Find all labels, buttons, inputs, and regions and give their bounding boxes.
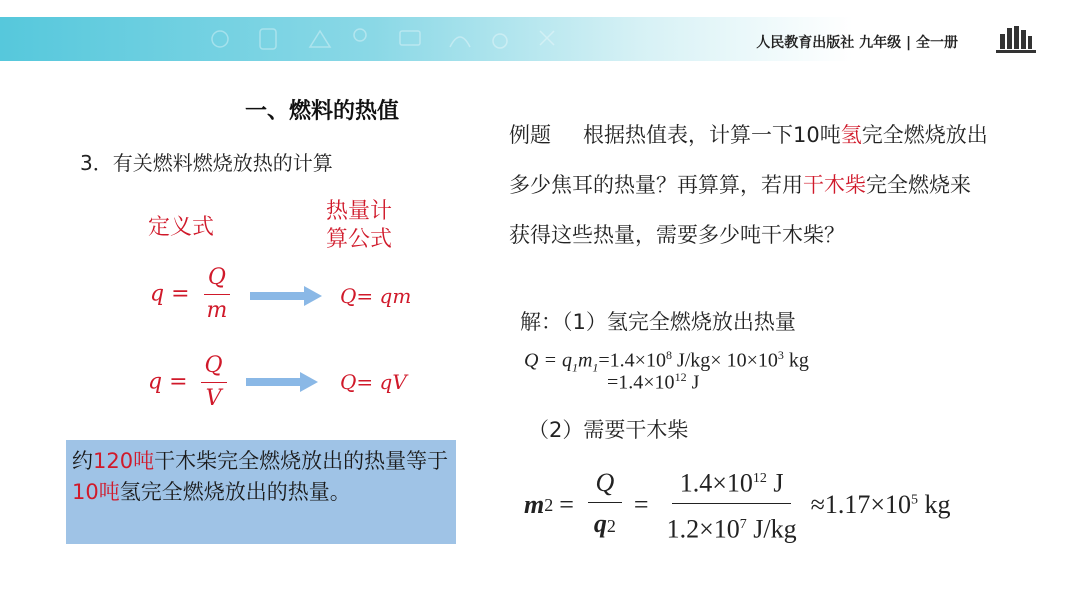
numerator: Q [204, 262, 230, 295]
formula-definition-volume [148, 350, 227, 415]
example-text [509, 110, 989, 260]
example-part: 完全燃烧来获得这些热量，需要多少吨干木柴？ [509, 173, 971, 247]
denominator [659, 504, 805, 551]
denominator: V [205, 386, 222, 411]
calc-part: J [686, 371, 700, 394]
publisher-text: 人民教育出版社 九年级 | 全一册 [756, 35, 958, 51]
numerator: Q [588, 464, 623, 503]
note-part: 约 [72, 449, 93, 473]
calc-line2 [607, 370, 699, 395]
example-highlight: 氢 [840, 123, 862, 147]
example-label: 例题 [509, 123, 551, 147]
formula-definition-mass [150, 262, 231, 327]
den-exp: 7 [739, 516, 747, 532]
solution-step2: （2）需要干木柴 [528, 418, 689, 442]
note-part: 氢完全燃烧放出的热量。 [119, 480, 351, 504]
fraction [203, 262, 232, 327]
num-part: J [766, 468, 784, 498]
res-part: ≈1.17×10 [810, 490, 912, 520]
heat-formula-line2: 算公式 [326, 227, 393, 252]
den-part: J/kg [746, 514, 797, 544]
note-text [72, 446, 452, 508]
final-lhs-sub: 2 [544, 494, 554, 515]
formula-lhs: q = [150, 281, 190, 307]
calc-sub: 1 [571, 360, 578, 375]
example-highlight: 干木柴 [803, 173, 866, 197]
example-part: 根据热值表，计算一下10吨 [583, 123, 841, 147]
formula-lhs: q = [148, 369, 188, 395]
q-symbol: q [593, 508, 607, 538]
denominator [586, 503, 624, 547]
heat-formula-line1: 热量计 [326, 199, 393, 224]
heat-formula-label [326, 198, 392, 254]
denominator: m [206, 298, 228, 323]
calc-exp: 3 [777, 348, 784, 362]
subtitle: 3．有关燃料燃烧放热的计算 [80, 151, 333, 175]
res-exp: 5 [911, 492, 919, 508]
example-part: 完全燃烧放出多少焦耳的热量？再算算，若用 [509, 123, 988, 197]
final-lhs: m [524, 490, 545, 520]
numerator [672, 460, 792, 504]
books-logo-icon [994, 24, 1038, 54]
calc-part: kg [783, 349, 809, 372]
equals: = [559, 490, 574, 520]
calc-part: =1.4×10 [607, 371, 675, 394]
solution-step1: 解：（1）氢完全燃烧放出热量 [520, 310, 796, 334]
fraction-values [659, 460, 805, 550]
section-title: 一、燃料的热值 [245, 99, 400, 124]
formula-result-volume: Q= qV [340, 370, 407, 394]
numerator: Q [201, 350, 227, 383]
note-highlight: 120吨 [93, 449, 155, 473]
formula-result-mass: Q= qm [340, 284, 412, 308]
right-arrow-icon [250, 286, 322, 306]
calc-sub: 1 [592, 360, 599, 375]
calc-part: Q = q [524, 349, 572, 372]
calc-part: =1.4×10 [598, 349, 666, 372]
doodle-pattern [200, 17, 600, 61]
fraction-q [586, 464, 624, 547]
calc-part: J/kg× 10×10 [671, 349, 778, 372]
equals: = [633, 490, 649, 520]
final-equation [524, 460, 951, 550]
note-highlight: 10吨 [72, 480, 120, 504]
right-arrow-icon [246, 372, 318, 392]
fraction [201, 350, 227, 415]
note-part: 干木柴完全燃烧放出的热量等于 [154, 449, 449, 473]
final-result [811, 490, 951, 520]
calc-exp: 8 [665, 348, 672, 362]
calc-part: m [577, 349, 593, 372]
num-exp: 12 [752, 471, 767, 486]
res-part: kg [918, 490, 951, 520]
den-part: 1.2×10 [666, 514, 740, 544]
definition-label: 定义式 [148, 215, 215, 240]
calc-exp: 12 [674, 370, 687, 384]
q-sub: 2 [606, 515, 616, 536]
num-part: 1.4×10 [679, 468, 753, 498]
